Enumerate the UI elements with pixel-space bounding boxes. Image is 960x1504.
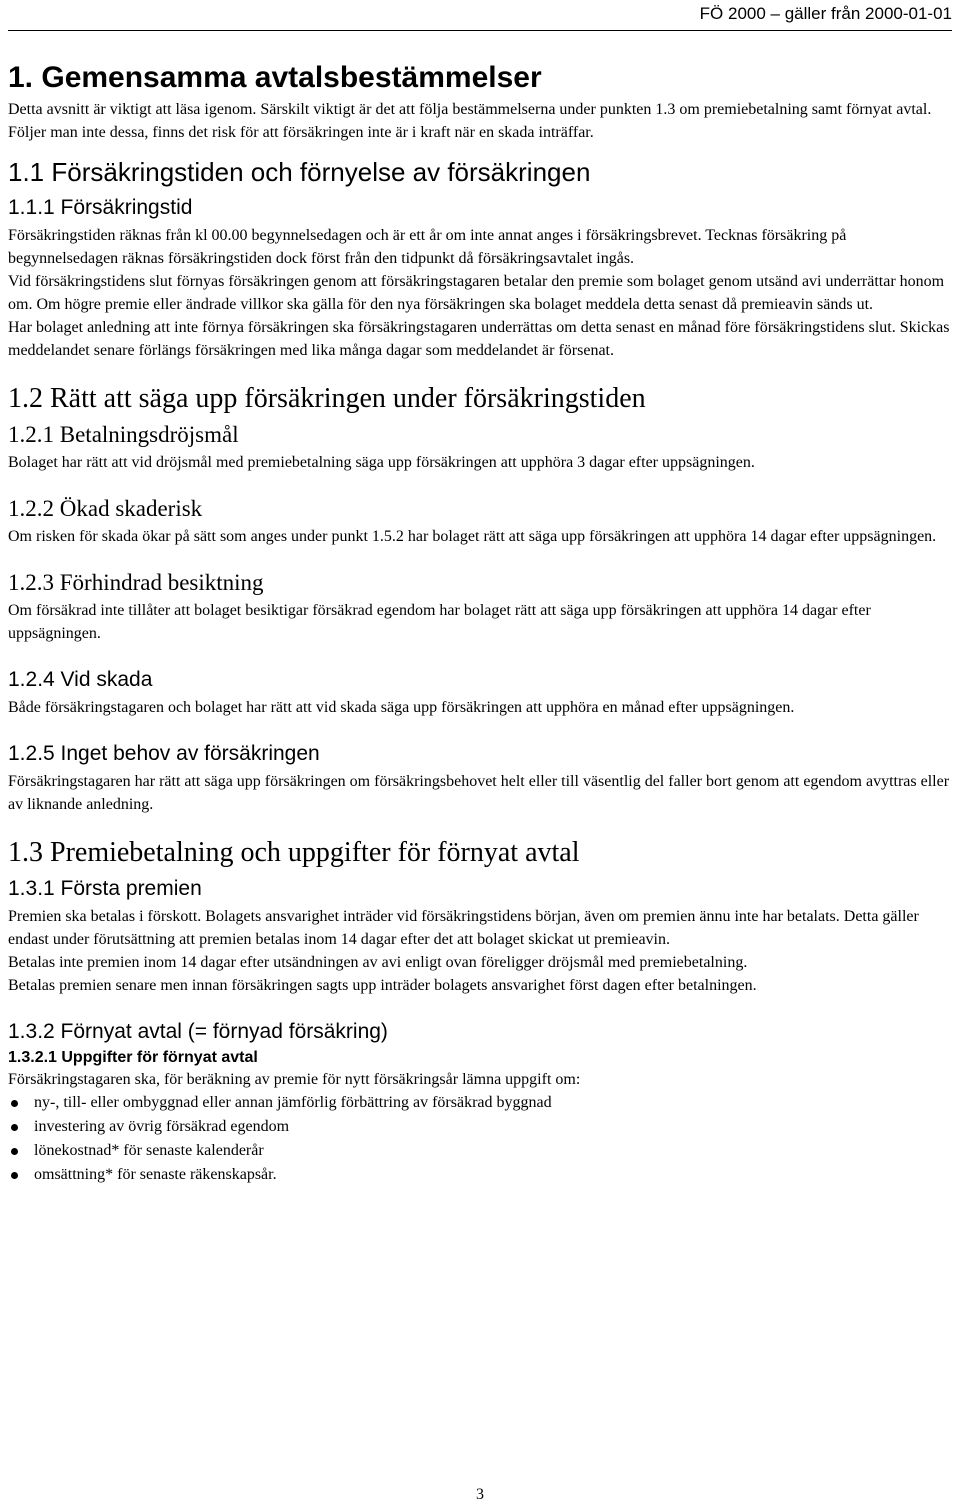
section-1-3-2-title: 1.3.2 Förnyat avtal (= förnyad försäkring) [8, 1020, 388, 1043]
section-1-1-1-para-2: Vid försäkringstidens slut förnyas försäkringen genom att försäkringstagaren betalar den premie som bolaget genom utsänd avi underrättar honom om. Om högre premie eller ändrade villkor ska gälla för den nya försäkringen ska bolaget meddela detta senast då premieavin sänds ut. [8, 273, 945, 313]
section-1-1-1-para-1: Försäkringstiden räknas från kl 00.00 begynnelsedagen och är ett år om inte annat anges i försäkringsbrevet. Tecknas försäkring på begynnelsedagen räknas försäkringstiden dock först från den tidpunkt då försäkringsavtalet ingås. [8, 227, 847, 267]
section-1-3-1-para-1: Premien ska betalas i förskott. Bolagets ansvarighet inträder vid försäkringstidens början, även om premien ännu inte har betalats. Detta gäller endast under förutsättning att premien betalas inom 14 dagar efter det att bolaget skickat ut premieavin. [8, 908, 919, 948]
list-item [8, 1139, 952, 1163]
section-1-2-3-body: Om försäkrad inte tillåter att bolaget besiktigar försäkrad egendom har bolaget rätt att säga upp försäkringen att upphöra 14 dagar efter uppsägningen. [8, 602, 871, 642]
section-1-2-2-body: Om risken för skada ökar på sätt som anges under punkt 1.5.2 har bolaget rätt att säga upp försäkringen att upphöra 14 dagar efter uppsägningen. [8, 528, 937, 545]
list-item [8, 1091, 952, 1115]
bullet-icon [11, 1172, 18, 1179]
list-item [8, 1115, 952, 1139]
list-item-text: ny-, till- eller ombyggnad eller annan jämförlig förbättring av försäkrad byggnad [34, 1094, 552, 1111]
section-1-3-1-para-2: Betalas inte premien inom 14 dagar efter utsändningen av avi enligt ovan föreligger dröjsmål med premiebetalning. [8, 954, 748, 971]
bullet-icon [11, 1124, 18, 1131]
list-item-text: lönekostnad* för senaste kalenderår [34, 1142, 264, 1159]
section-1-2-4-title: 1.2.4 Vid skada [8, 668, 153, 691]
bullet-icon [11, 1100, 18, 1107]
section-1-2-1-title: 1.2.1 Betalningsdröjsmål [8, 422, 239, 447]
header-rule [8, 30, 952, 31]
list-item-text: investering av övrig försäkrad egendom [34, 1118, 290, 1135]
section-1-2-title: 1.2 Rätt att säga upp försäkringen under försäkringstiden [8, 383, 646, 414]
list-item-text: omsättning* för senaste räkenskapsår. [34, 1166, 277, 1183]
section-1-2-3-title: 1.2.3 Förhindrad besiktning [8, 570, 264, 595]
section-1-1-title: 1.1 Försäkringstiden och förnyelse av försäkringen [8, 157, 591, 187]
section-1-3-2-1-title: 1.3.2.1 Uppgifter för förnyat avtal [8, 1049, 258, 1066]
section-1-2-1-body: Bolaget har rätt att vid dröjsmål med premiebetalning säga upp försäkringen att upphöra 3 dagar efter uppsägningen. [8, 454, 755, 471]
section-1-2-4-body: Både försäkringstagaren och bolaget har rätt att vid skada säga upp försäkringen att upphöra en månad efter uppsägningen. [8, 699, 795, 716]
chapter-intro: Detta avsnitt är viktigt att läsa igenom. Särskilt viktigt är det att följa bestämmelserna under punkten 1.3 om premiebetalning samt förnyat avtal. Följer man inte dessa, finns det risk för att försäkringen inte är i kraft när en skada inträffar. [8, 101, 932, 141]
section-1-3-2-1-lead: Försäkringstagaren ska, för beräkning av premie för nytt försäkringsår lämna uppgift om: [8, 1071, 581, 1088]
document-body [8, 60, 952, 1187]
page-number: 3 [476, 1486, 484, 1503]
list-item [8, 1163, 952, 1187]
section-1-1-1-para-3: Har bolaget anledning att inte förnya försäkringen ska försäkringstagaren underrättas om detta senast en månad före försäkringstidens slut. Skickas meddelandet senare förlängs försäkringen med lika många dagar som meddelandet är försenat. [8, 319, 950, 359]
bullet-icon [11, 1148, 18, 1155]
section-1-3-title: 1.3 Premiebetalning och uppgifter för förnyat avtal [8, 837, 580, 868]
running-header: FÖ 2000 – gäller från 2000-01-01 [699, 4, 952, 23]
section-1-2-5-body: Försäkringstagaren har rätt att säga upp försäkringen om försäkringsbehovet helt eller till väsentlig del faller bort genom att egendom avyttras eller av liknande anledning. [8, 773, 950, 813]
section-1-2-2-title: 1.2.2 Ökad skaderisk [8, 496, 203, 521]
section-1-1-1-title: 1.1.1 Försäkringstid [8, 196, 193, 219]
section-1-2-5-title: 1.2.5 Inget behov av försäkringen [8, 742, 320, 765]
declaration-list [8, 1091, 952, 1187]
chapter-title: 1. Gemensamma avtalsbestämmelser [8, 61, 542, 94]
section-1-3-1-para-3: Betalas premien senare men innan försäkringen sagts upp inträder bolagets ansvarighet först dagen efter betalningen. [8, 977, 757, 994]
section-1-3-1-title: 1.3.1 Första premien [8, 877, 202, 900]
